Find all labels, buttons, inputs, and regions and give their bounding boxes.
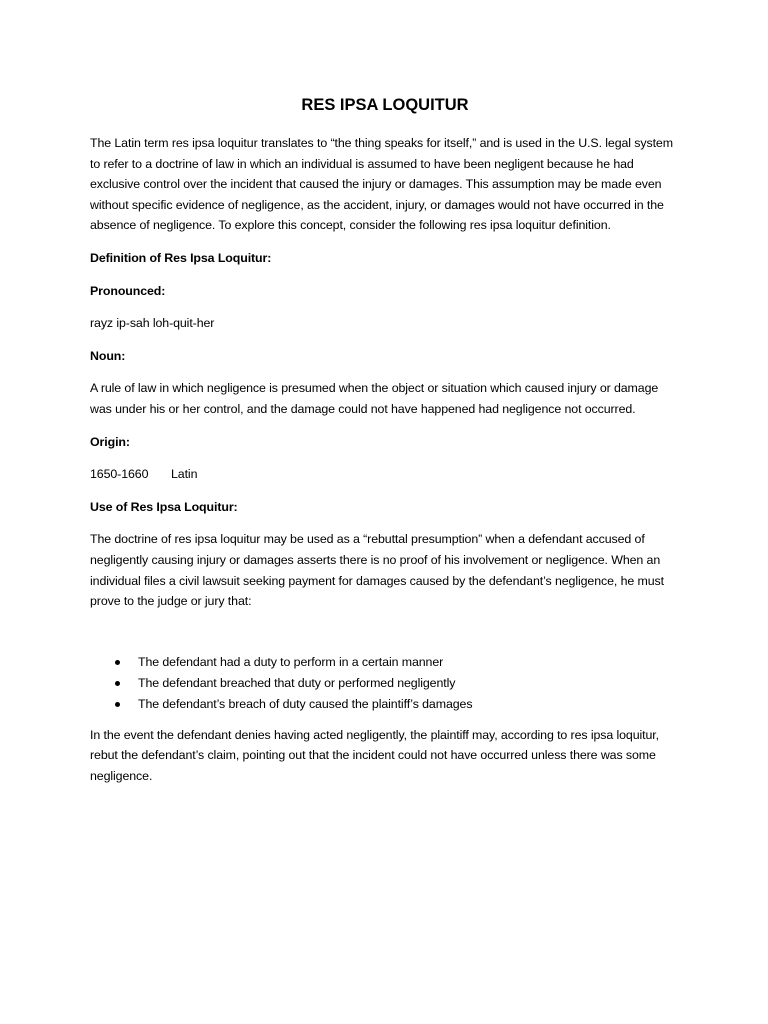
list-item: [90, 673, 680, 694]
bullet-icon: [115, 660, 120, 665]
noun-definition-paragraph: A rule of law in which negligence is presumed when the object or situation which caused injury or damage was under his or her control, and the damage could not have happened had negligence not occurred.: [90, 381, 659, 416]
origin-language: Latin: [171, 467, 198, 482]
document-body: [90, 94, 680, 798]
list-item: [90, 694, 680, 715]
use-heading: Use of Res Ipsa Loquitur:: [90, 499, 238, 514]
definition-heading: Definition of Res Ipsa Loquitur:: [90, 250, 272, 265]
list-item: [90, 652, 680, 673]
list-item-text: The defendant’s breach of duty caused the plaintiff’s damages: [138, 696, 473, 711]
intro-paragraph: The Latin term res ipsa loquitur translates to “the thing speaks for itself,” and is used in the U.S. legal system to refer to a doctrine of law in which an individual is assumed to have been negligent because he had exclusive control over the incident that caused the injury or damages. This assumption may be made even without specific evidence of negligence, as the accident, injury, or damages would not have occurred in the absence of negligence. To explore this concept, consider the following res ipsa loquitur definition.: [90, 136, 673, 233]
bullet-icon: [115, 702, 120, 707]
pronounced-heading: Pronounced:: [90, 283, 166, 298]
requirements-list: [90, 652, 680, 715]
use-paragraph: The doctrine of res ipsa loquitur may be used as a “rebuttal presumption” when a defendant accused of negligently causing injury or damages asserts there is no proof of his involvement or negligence. When an individual files a civil lawsuit seeking payment for damages caused by the defendant’s negligence, he must prove to the judge or jury that:: [90, 532, 664, 609]
origin-years: 1650-1660: [90, 467, 149, 482]
noun-heading: Noun:: [90, 348, 126, 363]
pronunciation-text: rayz ip-sah loh-quit-her: [90, 316, 215, 331]
bullet-icon: [115, 681, 120, 686]
list-item-text: The defendant breached that duty or performed negligently: [138, 675, 456, 690]
origin-heading: Origin:: [90, 434, 130, 449]
origin-row: [90, 464, 680, 485]
list-item-text: The defendant had a duty to perform in a certain manner: [138, 654, 444, 669]
closing-paragraph: In the event the defendant denies having acted negligently, the plaintiff may, according to res ipsa loquitur, rebut the defendant’s claim, pointing out that the incident could not have occurred unless there was some negligence.: [90, 727, 659, 783]
document-title: RES IPSA LOQUITUR: [301, 96, 469, 114]
